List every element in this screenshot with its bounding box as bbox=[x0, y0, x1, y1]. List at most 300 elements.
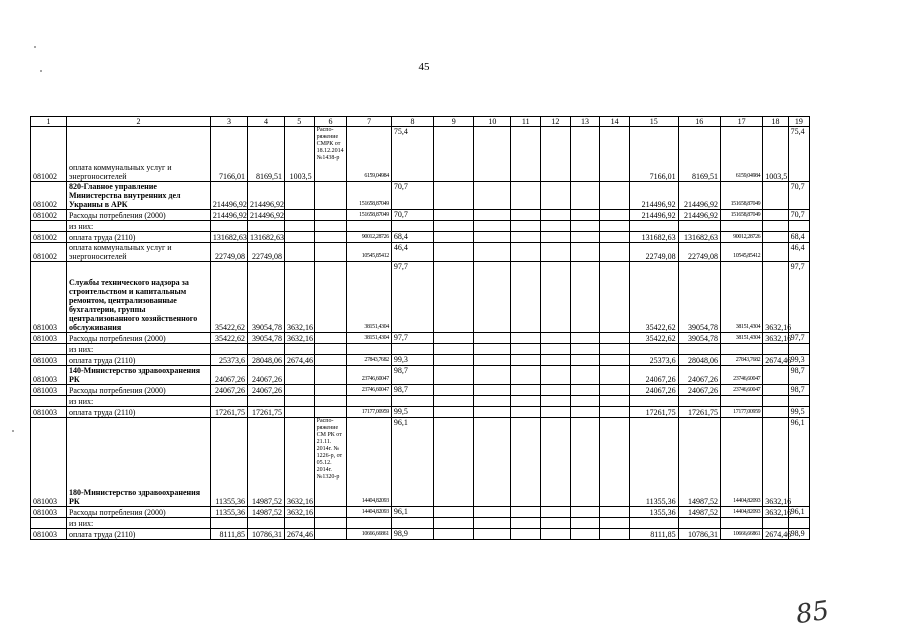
value-cell: 35422,62 bbox=[210, 333, 247, 344]
code-cell: 081002 bbox=[31, 127, 67, 182]
percent-cell: 75,4 bbox=[391, 127, 433, 182]
empty-cell bbox=[570, 396, 600, 407]
column-header: 10 bbox=[474, 117, 511, 127]
value-cell bbox=[678, 344, 720, 355]
decree-cell bbox=[314, 355, 347, 366]
empty-cell bbox=[541, 407, 571, 418]
value-cell: 151658,87049 bbox=[347, 182, 391, 210]
code-cell: 081002 bbox=[31, 232, 67, 243]
empty-cell bbox=[541, 344, 571, 355]
value-cell bbox=[763, 210, 788, 221]
empty-cell bbox=[511, 333, 541, 344]
value-cell: 2674,46 bbox=[284, 529, 314, 540]
value-cell: 214496,92 bbox=[629, 182, 678, 210]
percent-cell: 99,5 bbox=[391, 407, 433, 418]
empty-cell bbox=[570, 344, 600, 355]
value-cell bbox=[284, 182, 314, 210]
empty-cell bbox=[570, 518, 600, 529]
decree-cell bbox=[314, 529, 347, 540]
table-row bbox=[31, 182, 810, 210]
percent-cell bbox=[788, 221, 809, 232]
value-cell: 38151,4304 bbox=[720, 262, 762, 333]
empty-cell bbox=[541, 221, 571, 232]
value-cell: 151658,87049 bbox=[720, 182, 762, 210]
value-cell bbox=[629, 518, 678, 529]
percent-cell: 98,9 bbox=[788, 529, 809, 540]
decree-cell bbox=[314, 385, 347, 396]
empty-cell bbox=[434, 221, 474, 232]
value-cell: 3632,16 bbox=[763, 262, 788, 333]
table-row bbox=[31, 507, 810, 518]
page-number: 45 bbox=[418, 61, 430, 73]
decree-cell bbox=[314, 344, 347, 355]
value-cell: 35422,62 bbox=[629, 262, 678, 333]
empty-cell bbox=[541, 232, 571, 243]
empty-cell bbox=[474, 396, 511, 407]
empty-cell bbox=[541, 385, 571, 396]
percent-cell bbox=[391, 518, 433, 529]
value-cell: 10666,66861 bbox=[720, 529, 762, 540]
value-cell bbox=[347, 396, 391, 407]
empty-cell bbox=[570, 127, 600, 182]
empty-cell bbox=[600, 210, 630, 221]
empty-cell bbox=[570, 529, 600, 540]
value-cell bbox=[284, 243, 314, 262]
name-cell: из них: bbox=[66, 221, 210, 232]
empty-cell bbox=[474, 232, 511, 243]
name-cell: Расходы потребления (2000) bbox=[66, 333, 210, 344]
empty-cell bbox=[570, 366, 600, 385]
empty-cell bbox=[600, 529, 630, 540]
percent-cell: 99,3 bbox=[788, 355, 809, 366]
table-row bbox=[31, 366, 810, 385]
decree-cell bbox=[314, 262, 347, 333]
value-cell: 2674,46 bbox=[763, 355, 788, 366]
percent-cell: 70,7 bbox=[391, 182, 433, 210]
empty-cell bbox=[511, 221, 541, 232]
empty-cell bbox=[511, 262, 541, 333]
value-cell: 214496,92 bbox=[247, 182, 284, 210]
name-cell: 180-Министерство здравоохранения РК bbox=[66, 418, 210, 507]
name-cell: Службы технического надзора за строительством и капитальным ремонтом, централизованные бухгалтерии, группы централизованного хозяйственного обслуживания bbox=[66, 262, 210, 333]
value-cell bbox=[763, 344, 788, 355]
empty-cell bbox=[474, 518, 511, 529]
percent-cell bbox=[391, 344, 433, 355]
value-cell: 14404,82093 bbox=[720, 418, 762, 507]
value-cell: 10786,31 bbox=[247, 529, 284, 540]
value-cell: 3632,16 bbox=[763, 333, 788, 344]
empty-cell bbox=[474, 182, 511, 210]
value-cell: 35422,62 bbox=[629, 333, 678, 344]
table-row bbox=[31, 518, 810, 529]
value-cell: 39054,78 bbox=[247, 262, 284, 333]
table-row bbox=[31, 418, 810, 507]
name-cell: оплата труда (2110) bbox=[66, 355, 210, 366]
scan-speck bbox=[40, 70, 42, 72]
percent-cell: 75,4 bbox=[788, 127, 809, 182]
empty-cell bbox=[541, 418, 571, 507]
value-cell: 14404,82093 bbox=[347, 418, 391, 507]
percent-cell: 96,1 bbox=[788, 418, 809, 507]
code-cell: 081003 bbox=[31, 418, 67, 507]
table-row bbox=[31, 221, 810, 232]
table-body bbox=[31, 127, 810, 540]
value-cell bbox=[763, 232, 788, 243]
value-cell bbox=[629, 344, 678, 355]
value-cell: 10786,31 bbox=[678, 529, 720, 540]
value-cell bbox=[210, 396, 247, 407]
decree-cell bbox=[314, 232, 347, 243]
header-row bbox=[31, 117, 810, 127]
value-cell: 24067,26 bbox=[678, 366, 720, 385]
name-cell: 140-Министерство здравоохранения РК bbox=[66, 366, 210, 385]
empty-cell bbox=[434, 507, 474, 518]
value-cell: 24067,26 bbox=[629, 366, 678, 385]
value-cell: 11355,36 bbox=[210, 418, 247, 507]
value-cell bbox=[247, 518, 284, 529]
empty-cell bbox=[600, 366, 630, 385]
value-cell bbox=[284, 518, 314, 529]
empty-cell bbox=[474, 507, 511, 518]
percent-cell: 98,7 bbox=[391, 385, 433, 396]
value-cell: 8111,85 bbox=[629, 529, 678, 540]
empty-cell bbox=[600, 355, 630, 366]
empty-cell bbox=[474, 333, 511, 344]
value-cell: 131682,63 bbox=[629, 232, 678, 243]
empty-cell bbox=[570, 507, 600, 518]
value-cell: 22749,08 bbox=[629, 243, 678, 262]
value-cell: 24067,26 bbox=[210, 366, 247, 385]
column-header: 4 bbox=[247, 117, 284, 127]
table-row bbox=[31, 355, 810, 366]
value-cell bbox=[763, 221, 788, 232]
percent-cell: 96,1 bbox=[391, 418, 433, 507]
column-header: 2 bbox=[66, 117, 210, 127]
column-header: 11 bbox=[511, 117, 541, 127]
value-cell bbox=[763, 396, 788, 407]
value-cell bbox=[247, 396, 284, 407]
value-cell bbox=[284, 366, 314, 385]
value-cell bbox=[629, 396, 678, 407]
value-cell bbox=[284, 396, 314, 407]
empty-cell bbox=[541, 262, 571, 333]
empty-cell bbox=[600, 385, 630, 396]
value-cell: 1003,5 bbox=[763, 127, 788, 182]
value-cell: 214496,92 bbox=[678, 210, 720, 221]
budget-table bbox=[30, 116, 810, 540]
empty-cell bbox=[474, 344, 511, 355]
empty-cell bbox=[570, 385, 600, 396]
empty-cell bbox=[511, 355, 541, 366]
empty-cell bbox=[570, 407, 600, 418]
empty-cell bbox=[541, 127, 571, 182]
code-cell: 081003 bbox=[31, 529, 67, 540]
empty-cell bbox=[434, 210, 474, 221]
value-cell: 23746,60047 bbox=[347, 366, 391, 385]
empty-cell bbox=[541, 243, 571, 262]
value-cell bbox=[210, 221, 247, 232]
empty-cell bbox=[511, 418, 541, 507]
code-cell: 081003 bbox=[31, 507, 67, 518]
table-row bbox=[31, 127, 810, 182]
value-cell: 7166,01 bbox=[629, 127, 678, 182]
value-cell bbox=[763, 407, 788, 418]
percent-cell bbox=[391, 221, 433, 232]
value-cell: 14987,52 bbox=[678, 418, 720, 507]
value-cell bbox=[284, 221, 314, 232]
decree-cell bbox=[314, 243, 347, 262]
column-header: 5 bbox=[284, 117, 314, 127]
value-cell bbox=[720, 221, 762, 232]
column-header: 18 bbox=[763, 117, 788, 127]
empty-cell bbox=[600, 333, 630, 344]
percent-cell bbox=[788, 344, 809, 355]
name-cell: Расходы потребления (2000) bbox=[66, 385, 210, 396]
percent-cell: 98,9 bbox=[391, 529, 433, 540]
scan-speck bbox=[34, 46, 36, 48]
value-cell: 35422,62 bbox=[210, 262, 247, 333]
value-cell bbox=[763, 243, 788, 262]
code-cell bbox=[31, 344, 67, 355]
value-cell: 14987,52 bbox=[678, 507, 720, 518]
value-cell: 24067,26 bbox=[629, 385, 678, 396]
value-cell: 131682,63 bbox=[210, 232, 247, 243]
empty-cell bbox=[570, 232, 600, 243]
percent-cell: 68,4 bbox=[391, 232, 433, 243]
empty-cell bbox=[474, 355, 511, 366]
column-header: 6 bbox=[314, 117, 347, 127]
value-cell bbox=[678, 221, 720, 232]
table-row bbox=[31, 396, 810, 407]
empty-cell bbox=[600, 407, 630, 418]
value-cell bbox=[763, 518, 788, 529]
value-cell: 7166,01 bbox=[210, 127, 247, 182]
empty-cell bbox=[511, 385, 541, 396]
code-cell: 081003 bbox=[31, 333, 67, 344]
code-cell bbox=[31, 221, 67, 232]
value-cell bbox=[763, 385, 788, 396]
column-header: 7 bbox=[347, 117, 391, 127]
empty-cell bbox=[434, 407, 474, 418]
value-cell: 14404,82093 bbox=[347, 507, 391, 518]
percent-cell: 98,7 bbox=[788, 366, 809, 385]
value-cell bbox=[247, 344, 284, 355]
code-cell: 081002 bbox=[31, 243, 67, 262]
scan-speck bbox=[12, 430, 14, 432]
empty-cell bbox=[541, 518, 571, 529]
empty-cell bbox=[570, 210, 600, 221]
value-cell: 23746,60047 bbox=[720, 366, 762, 385]
empty-cell bbox=[511, 518, 541, 529]
value-cell: 8111,85 bbox=[210, 529, 247, 540]
empty-cell bbox=[511, 182, 541, 210]
percent-cell: 98,7 bbox=[788, 385, 809, 396]
value-cell: 2674,46 bbox=[284, 355, 314, 366]
empty-cell bbox=[434, 355, 474, 366]
empty-cell bbox=[570, 262, 600, 333]
code-cell bbox=[31, 396, 67, 407]
value-cell: 17177,00959 bbox=[720, 407, 762, 418]
decree-cell bbox=[314, 407, 347, 418]
code-cell bbox=[31, 518, 67, 529]
percent-cell: 99,3 bbox=[391, 355, 433, 366]
empty-cell bbox=[541, 333, 571, 344]
value-cell bbox=[720, 344, 762, 355]
table-row bbox=[31, 210, 810, 221]
decree-cell: Распо-ряжение СМРК от 18.12.2014 №1438-р bbox=[314, 127, 347, 182]
value-cell bbox=[347, 518, 391, 529]
value-cell: 214496,92 bbox=[247, 210, 284, 221]
empty-cell bbox=[570, 243, 600, 262]
code-cell: 081003 bbox=[31, 355, 67, 366]
value-cell bbox=[284, 210, 314, 221]
empty-cell bbox=[434, 262, 474, 333]
value-cell: 27843,7682 bbox=[347, 355, 391, 366]
value-cell: 24067,26 bbox=[247, 385, 284, 396]
name-cell: оплата коммунальных услуг и энергоносителей bbox=[66, 127, 210, 182]
percent-cell: 70,7 bbox=[391, 210, 433, 221]
column-header: 1 bbox=[31, 117, 67, 127]
value-cell bbox=[247, 221, 284, 232]
empty-cell bbox=[474, 418, 511, 507]
value-cell: 214496,92 bbox=[678, 182, 720, 210]
value-cell: 17261,75 bbox=[629, 407, 678, 418]
empty-cell bbox=[570, 355, 600, 366]
decree-cell bbox=[314, 221, 347, 232]
value-cell: 22749,08 bbox=[210, 243, 247, 262]
empty-cell bbox=[541, 210, 571, 221]
empty-cell bbox=[474, 385, 511, 396]
empty-cell bbox=[570, 221, 600, 232]
code-cell: 081002 bbox=[31, 182, 67, 210]
value-cell bbox=[720, 396, 762, 407]
empty-cell bbox=[600, 127, 630, 182]
name-cell: из них: bbox=[66, 396, 210, 407]
empty-cell bbox=[570, 333, 600, 344]
empty-cell bbox=[434, 529, 474, 540]
empty-cell bbox=[511, 507, 541, 518]
empty-cell bbox=[600, 243, 630, 262]
empty-cell bbox=[511, 210, 541, 221]
column-header: 15 bbox=[629, 117, 678, 127]
percent-cell: 46,4 bbox=[788, 243, 809, 262]
value-cell: 10666,66861 bbox=[347, 529, 391, 540]
value-cell: 3632,16 bbox=[284, 418, 314, 507]
decree-cell bbox=[314, 366, 347, 385]
value-cell: 11355,36 bbox=[629, 418, 678, 507]
empty-cell bbox=[600, 507, 630, 518]
value-cell: 151658,87049 bbox=[720, 210, 762, 221]
empty-cell bbox=[511, 127, 541, 182]
empty-cell bbox=[511, 344, 541, 355]
decree-cell bbox=[314, 210, 347, 221]
percent-cell: 98,7 bbox=[391, 366, 433, 385]
empty-cell bbox=[541, 507, 571, 518]
value-cell: 2674,46 bbox=[763, 529, 788, 540]
value-cell bbox=[629, 221, 678, 232]
empty-cell bbox=[434, 344, 474, 355]
empty-cell bbox=[474, 221, 511, 232]
value-cell bbox=[284, 232, 314, 243]
name-cell: из них: bbox=[66, 518, 210, 529]
empty-cell bbox=[434, 182, 474, 210]
value-cell: 1355,36 bbox=[629, 507, 678, 518]
empty-cell bbox=[474, 262, 511, 333]
value-cell: 23746,60047 bbox=[720, 385, 762, 396]
value-cell bbox=[284, 385, 314, 396]
value-cell: 17261,75 bbox=[678, 407, 720, 418]
value-cell: 17261,75 bbox=[247, 407, 284, 418]
percent-cell: 97,7 bbox=[788, 262, 809, 333]
value-cell bbox=[678, 396, 720, 407]
column-header: 17 bbox=[720, 117, 762, 127]
column-header: 12 bbox=[541, 117, 571, 127]
handwritten-page-number: 85 bbox=[794, 595, 832, 631]
value-cell: 14987,52 bbox=[247, 507, 284, 518]
value-cell: 38151,4304 bbox=[347, 262, 391, 333]
value-cell: 3632,16 bbox=[284, 507, 314, 518]
table-row bbox=[31, 262, 810, 333]
empty-cell bbox=[434, 418, 474, 507]
column-header: 14 bbox=[600, 117, 630, 127]
empty-cell bbox=[511, 407, 541, 418]
value-cell: 10545,85412 bbox=[347, 243, 391, 262]
value-cell: 131682,63 bbox=[247, 232, 284, 243]
empty-cell bbox=[474, 210, 511, 221]
value-cell: 151658,87049 bbox=[347, 210, 391, 221]
empty-cell bbox=[434, 518, 474, 529]
value-cell: 214496,92 bbox=[629, 210, 678, 221]
value-cell: 214496,92 bbox=[210, 210, 247, 221]
value-cell: 10545,85412 bbox=[720, 243, 762, 262]
value-cell: 24067,26 bbox=[678, 385, 720, 396]
table-row bbox=[31, 243, 810, 262]
code-cell: 081003 bbox=[31, 366, 67, 385]
percent-cell: 99,5 bbox=[788, 407, 809, 418]
value-cell bbox=[284, 407, 314, 418]
table-row bbox=[31, 529, 810, 540]
table-row bbox=[31, 385, 810, 396]
name-cell: Расходы потребления (2000) bbox=[66, 507, 210, 518]
empty-cell bbox=[511, 529, 541, 540]
decree-cell bbox=[314, 182, 347, 210]
value-cell bbox=[763, 366, 788, 385]
name-cell: Расходы потребления (2000) bbox=[66, 210, 210, 221]
column-header: 9 bbox=[434, 117, 474, 127]
name-cell: из них: bbox=[66, 344, 210, 355]
percent-cell bbox=[788, 396, 809, 407]
empty-cell bbox=[570, 418, 600, 507]
empty-cell bbox=[474, 243, 511, 262]
value-cell: 23746,60047 bbox=[347, 385, 391, 396]
decree-cell bbox=[314, 518, 347, 529]
column-header: 16 bbox=[678, 117, 720, 127]
code-cell: 081003 bbox=[31, 385, 67, 396]
value-cell: 17261,75 bbox=[210, 407, 247, 418]
empty-cell bbox=[541, 366, 571, 385]
empty-cell bbox=[511, 232, 541, 243]
value-cell: 39054,78 bbox=[678, 333, 720, 344]
value-cell: 214496,92 bbox=[210, 182, 247, 210]
empty-cell bbox=[511, 396, 541, 407]
column-header: 8 bbox=[391, 117, 433, 127]
table-row bbox=[31, 344, 810, 355]
value-cell: 90012,28726 bbox=[720, 232, 762, 243]
name-cell: оплата труда (2110) bbox=[66, 529, 210, 540]
empty-cell bbox=[541, 396, 571, 407]
empty-cell bbox=[600, 344, 630, 355]
empty-cell bbox=[511, 243, 541, 262]
